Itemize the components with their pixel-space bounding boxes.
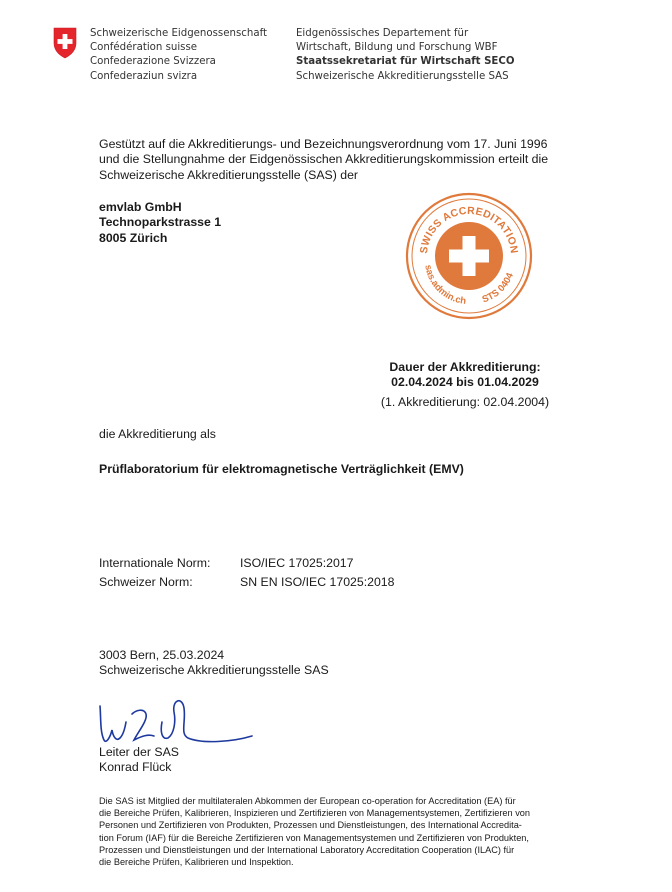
company-address [99,200,221,246]
norm-value: ISO/IEC 17025:2017 [240,556,354,570]
norm-row-swiss [99,575,394,590]
norm-label: Internationale Norm: [99,556,211,570]
header-department [296,27,515,84]
accreditation-duration [370,360,560,410]
footer-line: tion Forum (IAF) für die Bereiche Zertifizieren von Managementsystemen und Zertifizieren von Produkten, [99,832,529,843]
issue-place-date: 3003 Bern, 25.03.2024 [99,648,225,662]
header-line-seco: Staatssekretariat für Wirtschaft SECO [296,56,515,68]
header-line: Eidgenössisches Departement für [296,28,469,39]
header-line: Wirtschaft, Bildung und Forschung WBF [296,42,498,54]
seal-number-text: STS 0404 [480,271,516,306]
intro-line: und die Stellungnahme der Eidgenössischen Akkreditierungskommission erteilt die [99,152,549,167]
signer-role: Leiter der SAS [99,745,179,759]
header-confederation [90,27,267,84]
header-line: Confederazione Svizzera [90,56,216,68]
footer-line: Personen und Zertifizieren von Produkten, Prozessen und Dienstleistungen, des International Accredita- [99,820,522,831]
header-line: Confederaziun svizra [90,70,198,82]
company-street: Technoparkstrasse 1 [99,215,222,230]
footer-line: die Bereiche Prüfen, Kalibrieren und Inspektion. [99,857,294,868]
company-name: emvlab GmbH [99,200,182,214]
duration-period: 02.04.2024 bis 01.04.2029 [391,375,539,390]
norm-value: SN EN ISO/IEC 17025:2018 [240,575,395,590]
footer-line: Prozessen und Dienstleistungen und der International Laboratory Accreditation Cooperation (ILAC) für [99,844,515,855]
intro-paragraph [99,137,548,183]
seal-top-text: SWISS ACCREDITATION [417,204,521,255]
header-line: Confédération suisse [90,42,198,54]
header-line: Schweizerische Eidgenossenschaft [90,28,267,39]
footer-line: die Bereiche Prüfen, Kalibrieren, Inspizieren und Zertifizieren von Managementsystemen, Zertifizieren von [99,808,531,819]
header-line: Schweizerische Akkreditierungsstelle SAS [296,70,509,82]
norm-label: Schweizer Norm: [99,575,193,590]
duration-first: (1. Akkreditierung: 02.04.2004) [380,394,550,409]
issue-block [99,648,329,679]
seal-cross-horizontal [449,250,489,263]
laboratory-type: Prüflaboratorium für elektromagnetische Verträglichkeit (EMV) [99,462,464,476]
norm-row-international [99,556,394,571]
accreditation-as: die Akkreditierung als [99,427,216,441]
signer-name: Konrad Flück [99,760,172,775]
duration-label: Dauer der Akkreditierung: [389,360,541,374]
signer-block [99,745,179,776]
intro-line: Gestützt auf die Akkreditierungs- und Bezeichnungsverordnung vom 17. Juni 1996 [99,137,548,151]
swiss-coat-of-arms-icon [53,27,77,59]
handwritten-signature [92,692,262,750]
norms-list [99,556,394,591]
swiss-accreditation-seal [405,192,533,320]
seal-website-text: sas.admin.ch [422,263,467,307]
footer-membership-note [99,795,530,868]
footer-line: Die SAS ist Mitglied der multilateralen Abkommen der European co-operation for Accreditation (EA) für [99,796,516,806]
issuer: Schweizerische Akkreditierungsstelle SAS [99,663,329,678]
company-city: 8005 Zürich [99,230,168,245]
intro-line: Schweizerische Akkreditierungsstelle (SAS) der [99,167,359,182]
